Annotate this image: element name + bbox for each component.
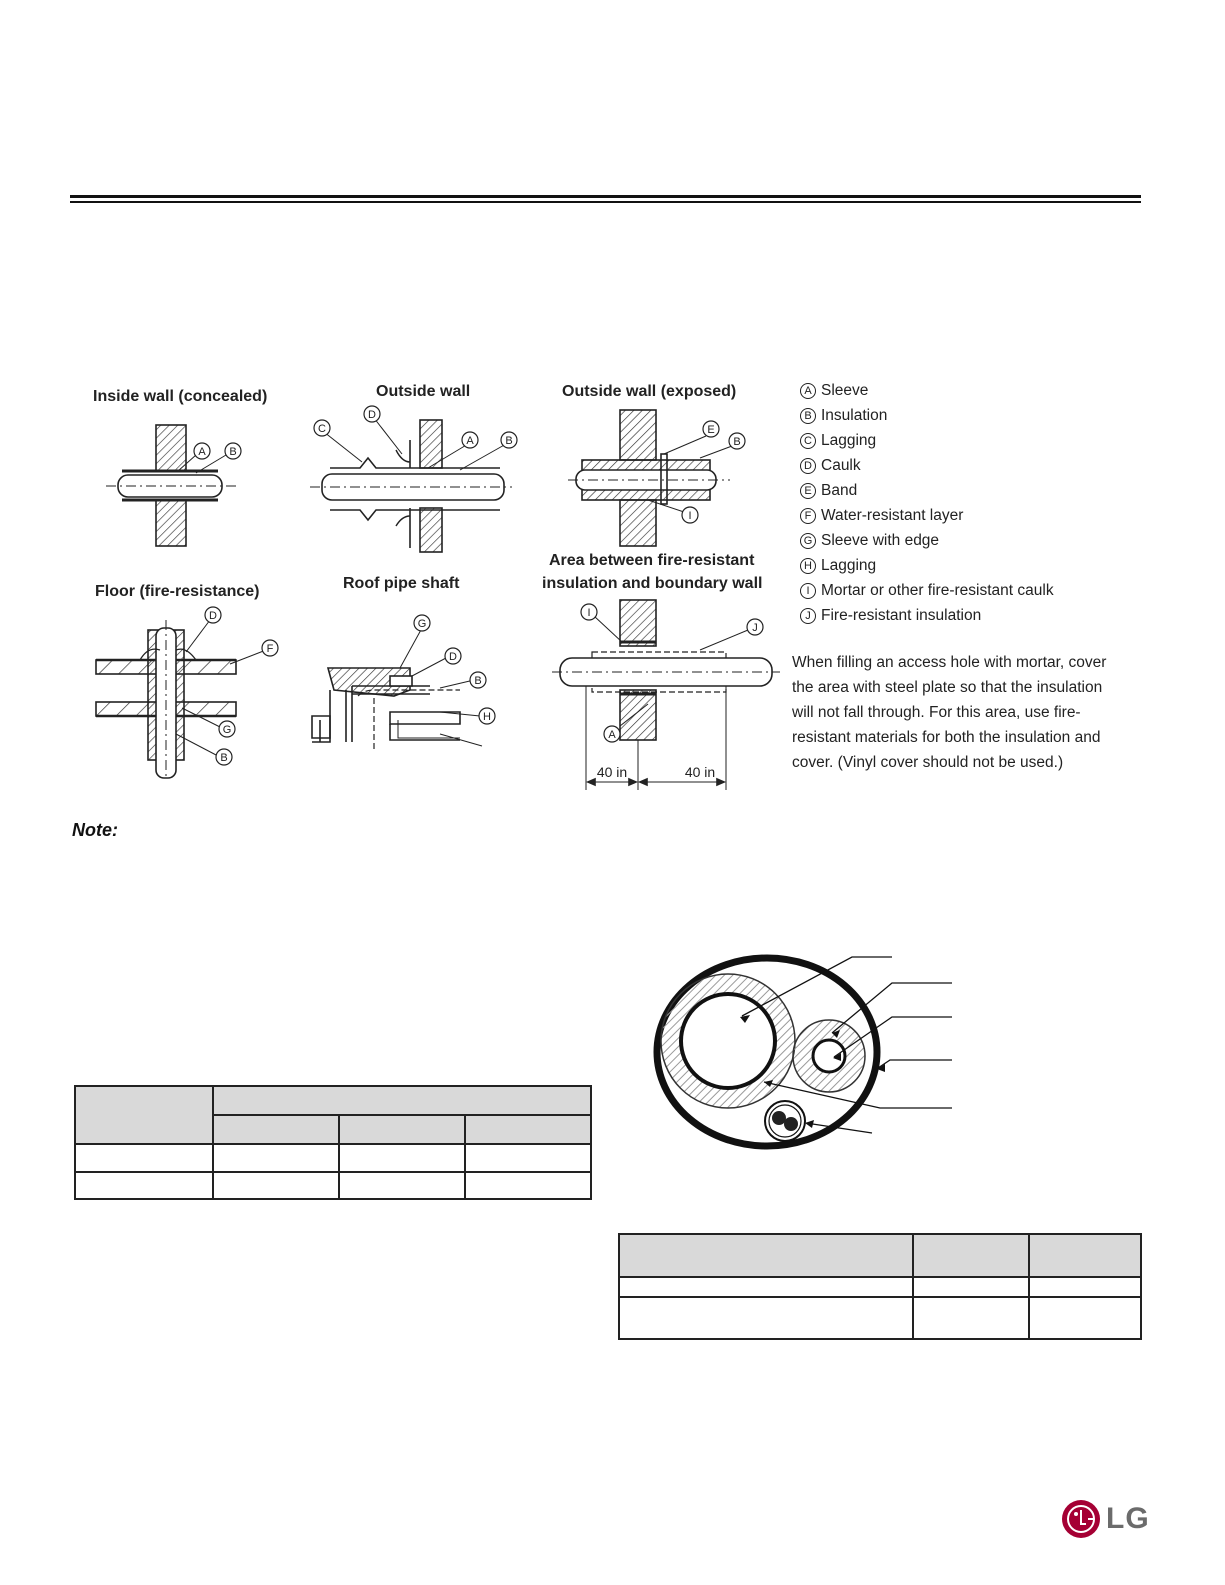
pipe-bundle-diagram <box>640 940 970 1165</box>
legend <box>800 378 1120 628</box>
callout-outside-C <box>314 420 330 436</box>
callout-exposed-I <box>682 507 698 523</box>
callout-letter: A <box>608 729 616 741</box>
callout-letter: B <box>474 675 482 687</box>
callout-letter: B <box>220 752 228 764</box>
table-header-cell <box>619 1234 913 1277</box>
callout-letter: I <box>587 607 591 619</box>
mortar-note: When filling an access hole with mortar, cover the area with steel plate so that the insulation will not fall through. For this area, use fire-resistant materials for both the insulation and cover. (Vinyl cover should not be used.) <box>792 654 1107 771</box>
table-header-cell <box>913 1234 1029 1277</box>
legend-letter: D <box>800 458 816 474</box>
callout-exposed-E <box>703 421 719 437</box>
table-header-cell <box>213 1115 339 1144</box>
legend-label: Lagging <box>821 431 877 449</box>
legend-item <box>800 528 1120 553</box>
callout-fire-A <box>604 726 620 742</box>
callout-outside-B <box>501 432 517 448</box>
fig-title-fire-area-line2: insulation and boundary wall <box>542 575 763 592</box>
callout-letter: F <box>266 643 274 655</box>
callout-floor-B <box>216 749 232 765</box>
table-cell <box>1029 1277 1141 1297</box>
table-header-cell <box>1029 1234 1141 1277</box>
table-cell <box>619 1297 913 1339</box>
legend-label: Mortar or other fire-resistant caulk <box>821 581 1054 599</box>
table-row <box>75 1172 591 1199</box>
callout-letter: G <box>222 724 232 736</box>
callout-letter: D <box>368 409 376 421</box>
lg-logo-icon <box>1062 1500 1100 1538</box>
table-cell <box>465 1172 591 1199</box>
diagram-outside-wall <box>310 418 512 552</box>
legend-label: Insulation <box>821 406 888 424</box>
table-header-cell <box>75 1086 213 1144</box>
fig-title-roof-shaft: Roof pipe shaft <box>343 575 460 592</box>
legend-letter: I <box>800 583 816 599</box>
table-header-cell <box>339 1115 465 1144</box>
callout-fire-J <box>747 619 763 635</box>
legend-item <box>800 553 1120 578</box>
legend-item <box>800 603 1120 628</box>
note-label: Note: <box>72 820 118 840</box>
legend-item <box>800 478 1120 503</box>
callout-letter: A <box>466 435 474 447</box>
callout-letter: B <box>733 436 741 448</box>
legend-letter: J <box>800 608 816 624</box>
callout-floor-G <box>219 721 235 737</box>
legend-label: Sleeve with edge <box>821 531 940 549</box>
diagram-floor <box>96 620 266 780</box>
callout-letter: I <box>688 510 692 522</box>
legend-letter: F <box>800 508 816 524</box>
callout-letter: B <box>229 446 237 458</box>
callout-letter: G <box>417 618 427 630</box>
fig-title-outside-wall: Outside wall <box>376 383 471 400</box>
lg-logo-text: LG <box>1106 1502 1150 1535</box>
callout-letter: C <box>318 423 326 435</box>
legend-letter: B <box>800 408 816 424</box>
callout-letter: D <box>449 651 457 663</box>
legend-item <box>800 378 1120 403</box>
callout-outside-D <box>364 406 380 422</box>
spec-table-left <box>74 1085 592 1200</box>
callout-outside-A <box>462 432 478 448</box>
dimension-right: 40 in <box>684 764 716 780</box>
callout-roof-B <box>470 672 486 688</box>
table-cell <box>913 1277 1029 1297</box>
callout-letter: J <box>752 622 758 634</box>
callout-roof-G <box>414 615 430 631</box>
callout-fire-I <box>581 604 597 620</box>
legend-letter: G <box>800 533 816 549</box>
legend-label: Water-resistant layer <box>821 506 964 524</box>
diagram-fire-area <box>552 600 780 790</box>
callout-roof-D <box>445 648 461 664</box>
table-row <box>75 1144 591 1172</box>
legend-letter: H <box>800 558 816 574</box>
legend-item <box>800 453 1120 478</box>
lg-logo <box>1062 1500 1150 1538</box>
spec-table-right <box>618 1233 1142 1340</box>
callout-letter: B <box>505 435 513 447</box>
callout-letter: E <box>707 424 715 436</box>
fig-title-inside-wall: Inside wall (concealed) <box>93 388 268 405</box>
callout-floor-F <box>262 640 278 656</box>
table-header-cell <box>213 1086 591 1115</box>
legend-item <box>800 403 1120 428</box>
table-cell <box>75 1144 213 1172</box>
legend-label: Fire-resistant insulation <box>821 606 982 624</box>
callout-floor-D <box>205 607 221 623</box>
callout-roof-H <box>479 708 495 724</box>
diagram-roof-shaft <box>312 628 482 750</box>
legend-label: Band <box>821 481 858 499</box>
table-cell <box>213 1144 339 1172</box>
dimension-left: 40 in <box>596 764 628 780</box>
legend-item <box>800 503 1120 528</box>
callout-inside-B <box>225 443 241 459</box>
legend-letter: A <box>800 383 816 399</box>
diagram-inside-wall <box>106 425 238 546</box>
table-header-cell <box>465 1115 591 1144</box>
table-cell <box>339 1172 465 1199</box>
table-cell <box>213 1172 339 1199</box>
fig-title-fire-area-line1: Area between fire-resistant <box>549 552 755 569</box>
fig-title-outside-wall-exposed: Outside wall (exposed) <box>562 383 737 400</box>
legend-item <box>800 578 1120 603</box>
callout-inside-A <box>194 443 210 459</box>
legend-label: Lagging <box>821 556 877 574</box>
legend-label: Sleeve <box>821 381 869 399</box>
fig-title-floor: Floor (fire-resistance) <box>95 583 260 600</box>
callout-letter: D <box>209 610 217 622</box>
table-cell <box>339 1144 465 1172</box>
legend-item <box>800 428 1120 453</box>
legend-letter: E <box>800 483 816 499</box>
table-row <box>619 1277 1141 1297</box>
table-cell <box>75 1172 213 1199</box>
table-cell <box>619 1277 913 1297</box>
callout-exposed-B <box>729 433 745 449</box>
callout-letter: H <box>483 711 491 723</box>
legend-label: Caulk <box>821 456 861 474</box>
callout-letter: A <box>198 446 206 458</box>
legend-letter: C <box>800 433 816 449</box>
table-cell <box>465 1144 591 1172</box>
table-row <box>619 1297 1141 1339</box>
penetration-diagrams <box>0 0 790 800</box>
table-cell <box>1029 1297 1141 1339</box>
table-cell <box>913 1297 1029 1339</box>
